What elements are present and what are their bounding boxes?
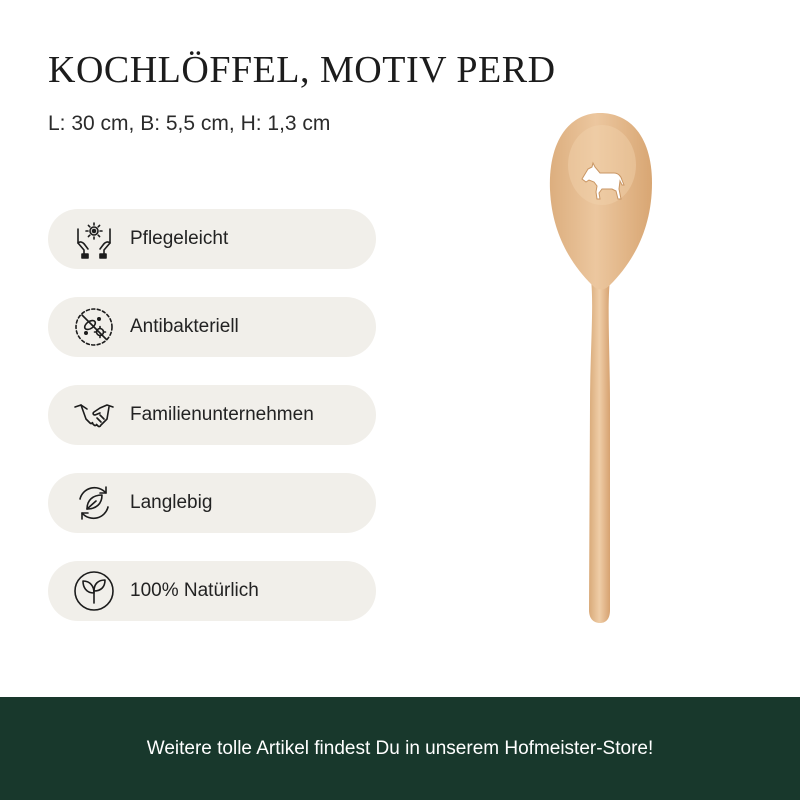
sprout-icon <box>72 569 116 613</box>
product-image <box>540 105 680 635</box>
wooden-spoon-image <box>540 105 680 635</box>
footer-banner[interactable] <box>0 697 800 800</box>
product-dimensions: L: 30 cm, B: 5,5 cm, H: 1,3 cm <box>48 112 331 135</box>
feature-label: 100% Natürlich <box>130 580 259 601</box>
no-bacteria-icon <box>72 305 116 349</box>
feature-label: Familienunternehmen <box>130 404 314 425</box>
feature-langlebig <box>48 473 376 533</box>
feature-label: Pflegeleicht <box>130 228 229 249</box>
feature-label: Antibakteriell <box>130 316 239 337</box>
feature-pflegeleicht <box>48 209 376 269</box>
feature-antibakteriell <box>48 297 376 357</box>
feature-familienunternehmen <box>48 385 376 445</box>
feature-natuerlich <box>48 561 376 621</box>
product-title: KOCHLÖFFEL, MOTIV PERD <box>48 49 556 91</box>
leaf-cycle-icon <box>72 481 116 525</box>
footer-store-link[interactable]: Weitere tolle Artikel findest Du in unserem Hofmeister-Store! <box>146 737 654 759</box>
handshake-icon <box>72 393 116 437</box>
feature-list <box>48 209 376 649</box>
hands-gear-icon <box>72 217 116 261</box>
feature-label: Langlebig <box>130 492 213 513</box>
